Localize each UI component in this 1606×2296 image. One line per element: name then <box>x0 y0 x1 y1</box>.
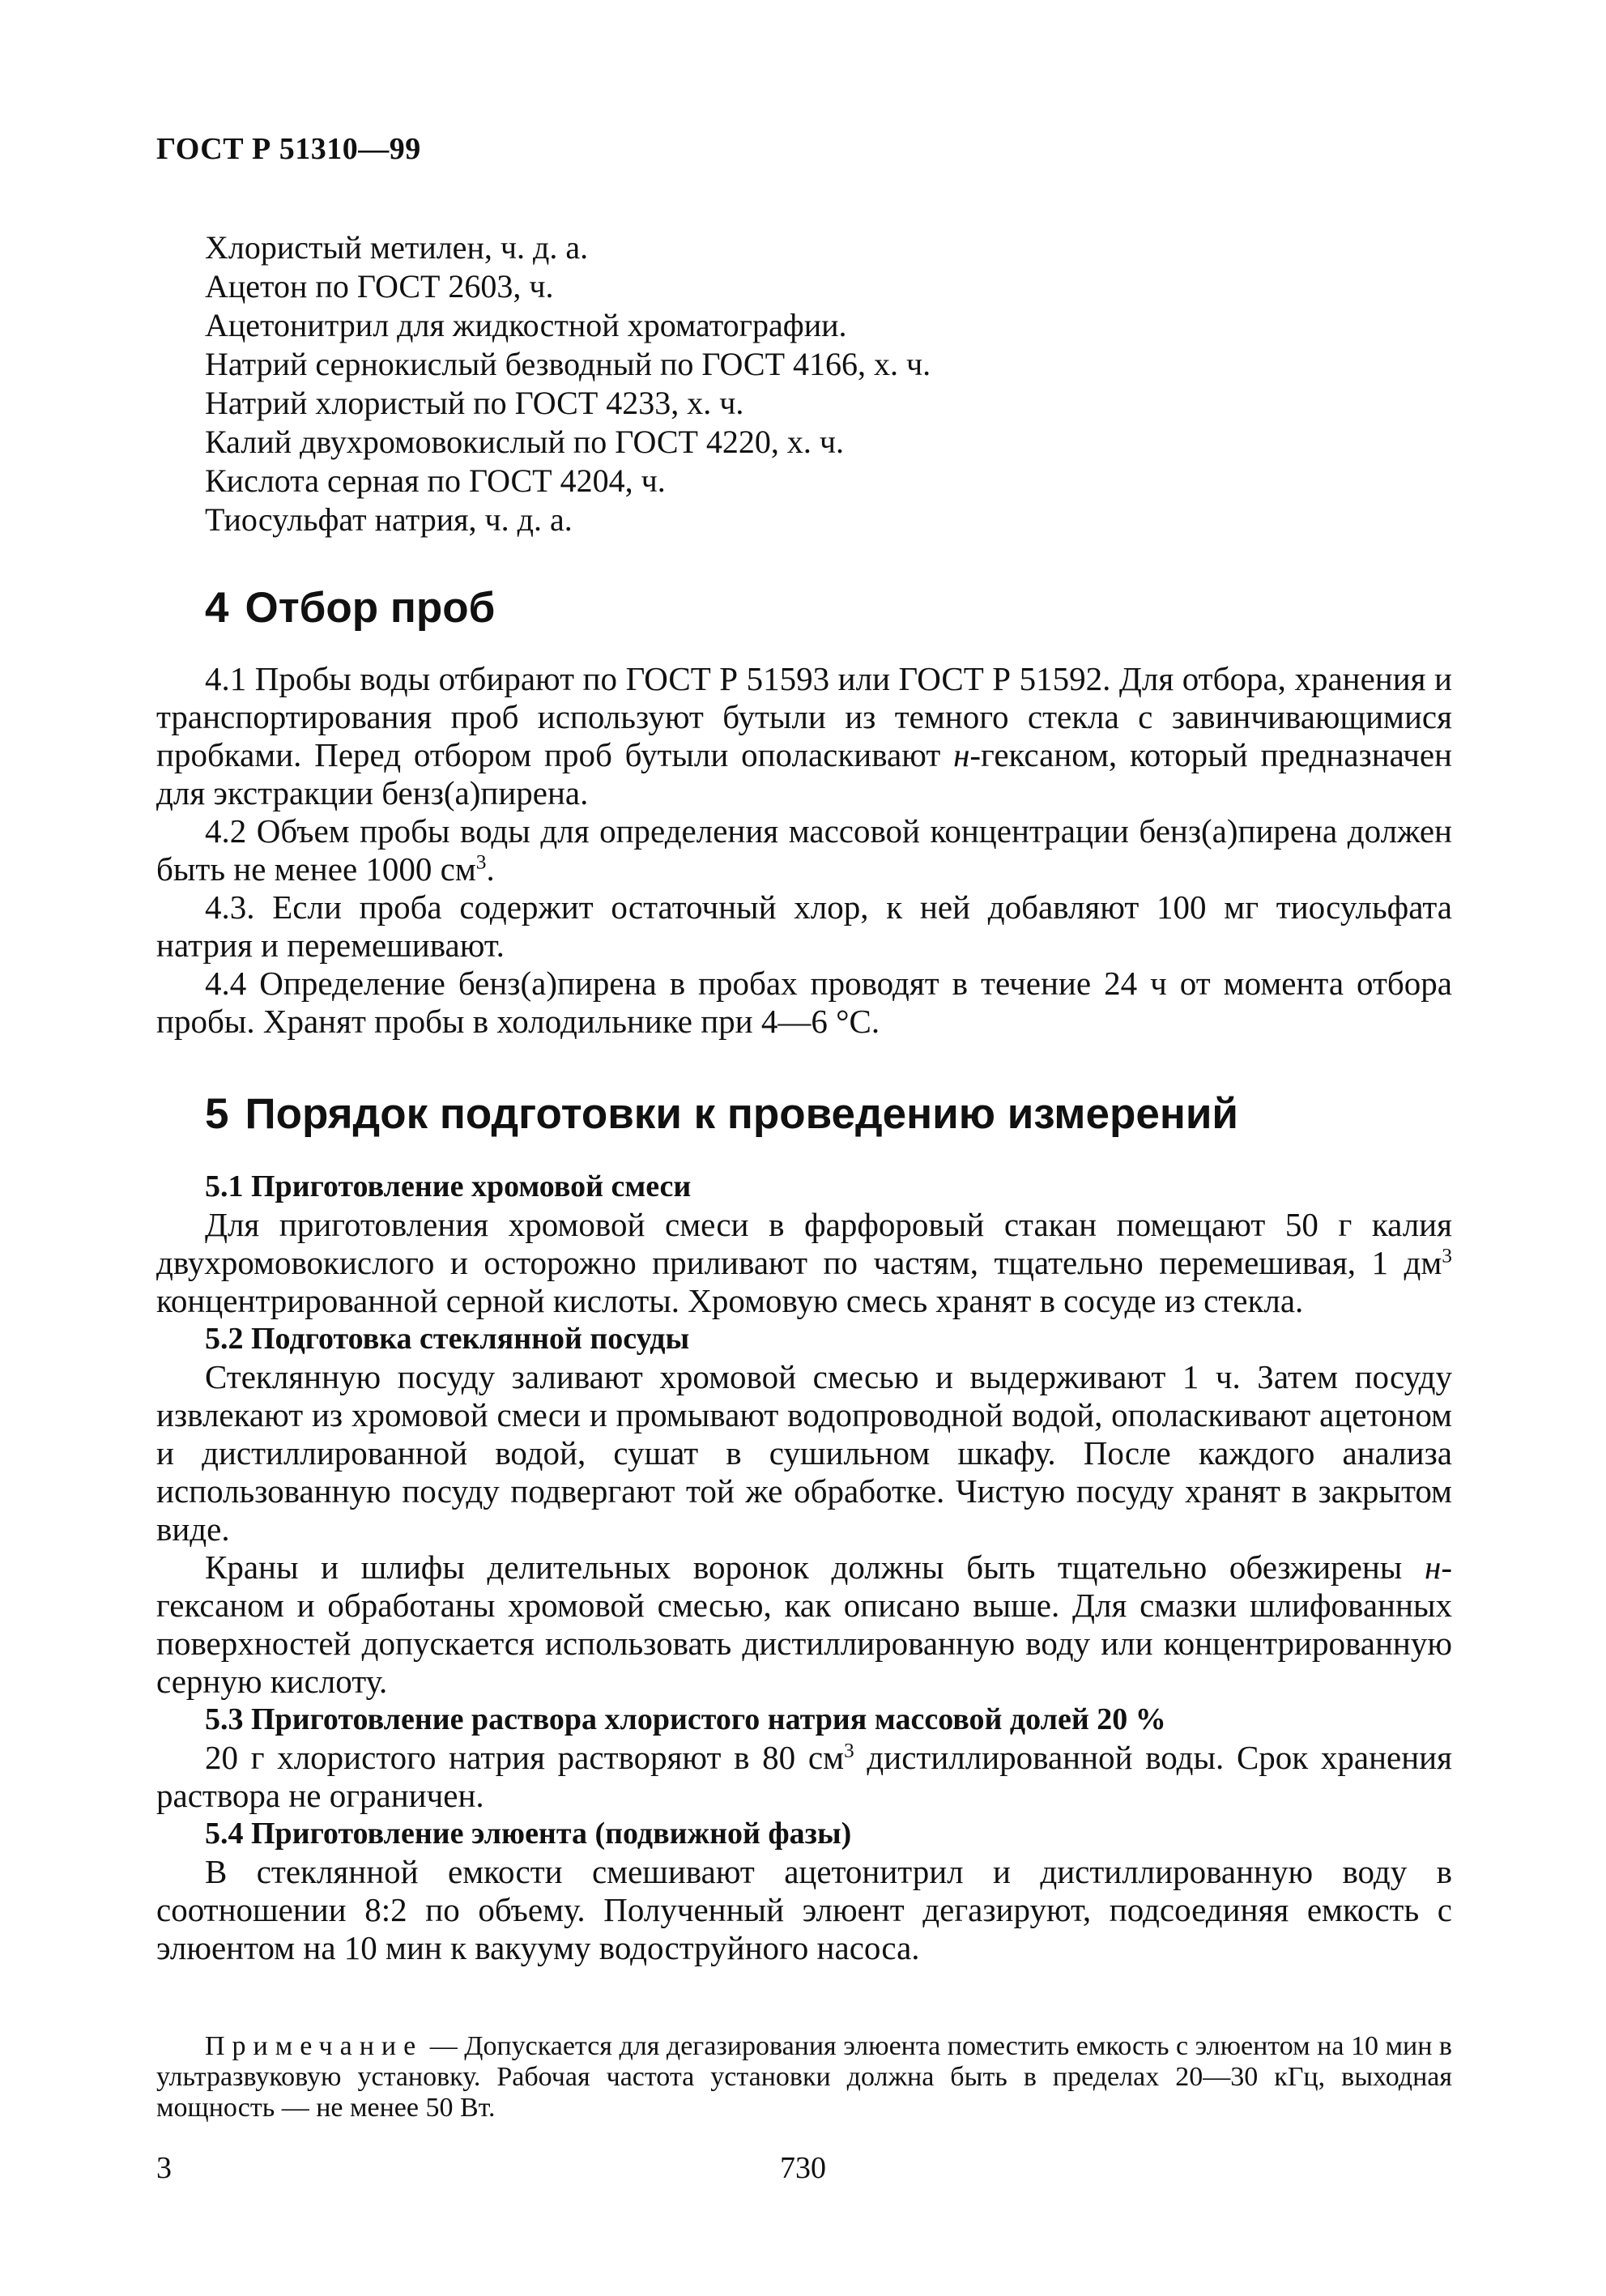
reagent-item: Тиосульфат натрия, ч. д. а. <box>205 501 573 538</box>
subsection-title-5-3: 5.3 Приготовление раствора хлористого натрия массовой долей 20 % <box>205 1702 1166 1736</box>
note-label: Примечание <box>205 2031 424 2061</box>
paragraph-5-2-1: Стеклянную посуду заливают хромовой смесью и выдерживают 1 ч. Затем посуду извлекают из хромовой смеси и промывают водопроводной водой, ополаскивают ацетоном и дистиллированной водой, сушат в сушильном шкафу. После каждого анализа использованную посуду подвергают той же обработке. Чистую посуду хранят в закрытом виде. <box>156 1358 1452 1548</box>
reagent-item: Ацетонитрил для жидкостной хроматографии. <box>205 307 847 343</box>
document-header: ГОСТ Р 51310—99 <box>156 132 421 166</box>
section-4-heading <box>205 583 495 633</box>
reagent-item: Ацетон по ГОСТ 2603, ч. <box>205 268 554 305</box>
paragraph-4-3: 4.3. Если проба содержит остаточный хлор, к ней добавляют 100 мг тиосульфата натрия и перемешивают. <box>156 888 1452 964</box>
reagent-item: Хлористый метилен, ч. д. а. <box>205 229 589 266</box>
section-title: Отбор проб <box>245 584 496 632</box>
section-number: 4 <box>205 584 229 632</box>
subsection-title-5-2: 5.2 Подготовка стеклянной посуды <box>205 1322 690 1356</box>
sheet-number: 730 <box>780 2151 826 2185</box>
subsection-title-5-1: 5.1 Приготовление хромовой смеси <box>205 1169 692 1203</box>
note-text: — Допускается для дегазирования элюента поместить емкость с элюентом на 10 мин в ультразвуковую установку. Рабочая частота установки должна быть в пределах 20—30 кГц, выходная мощность — не менее 50 Вт. <box>156 2031 1452 2123</box>
paragraph-4-2: 4.2 Объем пробы воды для определения массовой концентрации бенз(а)пирена должен быть не менее 1000 $см^3$. <box>156 812 1452 888</box>
note <box>156 2031 1452 2123</box>
page-number: 3 <box>156 2151 172 2185</box>
subsection-title-5-4: 5.4 Приготовление элюента (подвижной фазы) <box>205 1817 852 1851</box>
reagent-item: Натрий сернокислый безводный по ГОСТ 4166, х. ч. <box>205 346 931 382</box>
section-title: Порядок подготовки к проведению измерений <box>245 1090 1239 1138</box>
paragraph-5-2-2: Краны и шлифы делительных воронок должны быть тщательно обезжирены н-гексаном и обработаны хромовой смесью, как описано выше. Для смазки шлифованных поверхностей допускается использовать дистиллированную воду или концентрированную серную кислоту. <box>156 1548 1452 1700</box>
paragraph-4-4: 4.4 Определение бенз(а)пирена в пробах проводят в течение 24 ч от момента отбора пробы. Хранят пробы в холодильнике при 4—6 °С. <box>156 965 1452 1040</box>
reagent-item: Калий двухромовокислый по ГОСТ 4220, х. ч. <box>205 424 845 460</box>
section-5-heading <box>205 1089 1238 1139</box>
paragraph-5-1: Для приготовления хромовой смеси в фарфоровый стакан помещают 50 г калия двухромовокислого и осторожно приливают по частям, тщательно перемешивая, 1 $дм^3$ концентрированной серной кислоты. Хромовую смесь хранят в сосуде из стекла. <box>156 1206 1452 1319</box>
section-5-body <box>156 1168 1452 1967</box>
reagent-list <box>205 228 1468 539</box>
reagent-item: Натрий хлористый по ГОСТ 4233, х. ч. <box>205 385 744 421</box>
paragraph-5-3: 20 г хлористого натрия растворяют в 80 $см^3$ дистиллированной воды. Срок хранения раствора не ограничен. <box>156 1739 1452 1814</box>
reagent-item: Кислота серная по ГОСТ 4204, ч. <box>205 462 666 499</box>
paragraph-5-4: В стеклянной емкости смешивают ацетонитрил и дистиллированную воду в соотношении 8:2 по объему. Полученный элюент дегазируют, подсоединяя емкость с элюентом на 10 мин к вакууму водоструйного насоса. <box>156 1853 1452 1966</box>
paragraph-4-1: 4.1 Пробы воды отбирают по ГОСТ Р 51593 или ГОСТ Р 51592. Для отбора, хранения и транспортирования проб используют бутыли из темного стекла с завинчивающимися пробками. Перед отбором проб бутыли ополаскивают н-гексаном, который предназначен для экстракции бенз(а)пирена. <box>156 660 1452 811</box>
section-4-body <box>156 660 1452 1041</box>
section-number: 5 <box>205 1090 229 1138</box>
